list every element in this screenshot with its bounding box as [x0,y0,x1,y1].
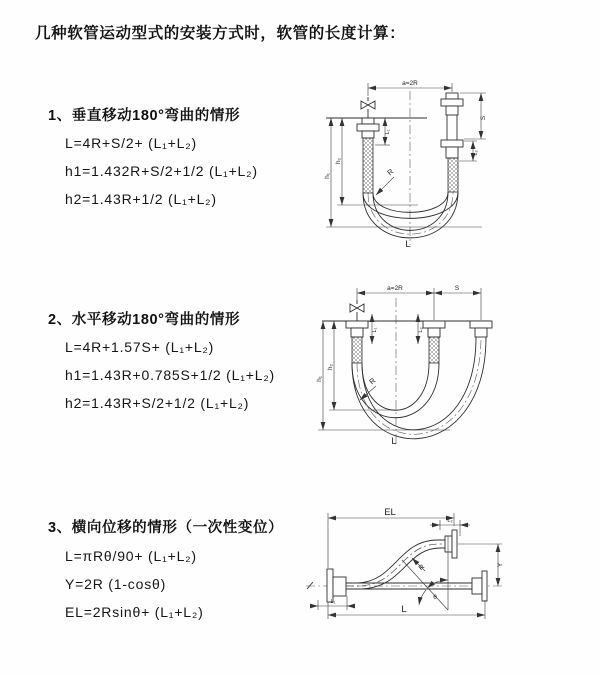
section-1-formula-h2: h2=1.43R+1/2 (L₁+L₂) [65,191,217,207]
dim-length-label: L [401,604,407,615]
dim-fit-left-label: L₁ [372,327,378,333]
middle-flange [423,321,445,337]
right-flange [470,321,492,337]
dim-stroke [434,285,481,293]
centerline-break-tick [307,582,313,589]
section-3-formula-Y: Y=2R (1-cosθ) [65,576,167,592]
middle-hose-braid [429,337,439,363]
radius-label: R [385,166,396,178]
dim-h-outer-label: h₁ [316,376,323,382]
diagram-vertical-travel [310,75,600,255]
dim-el-label: EL [384,507,396,518]
section-2-formula-h2: h2=1.43R+S/2+1/2 (L₁+L₂) [65,395,250,411]
dim-fit-left [372,314,378,344]
page-title: 几种软管运动型式的安装方式时，软管的长度计算： [35,25,406,42]
section-2-formula-h1: h1=1.43R+0.785S+1/2 (L₁+L₂) [65,367,276,383]
angle-theta-label: θ [433,594,437,601]
dim-fit-mid [418,314,424,344]
left-flange [327,569,346,602]
angle-construction [402,536,448,610]
dim-fit-top-label: L₂ [447,518,453,524]
section-2-heading: 2、水平移动180°弯曲的情形 [48,312,241,328]
dim-y-label: Y [497,562,504,568]
valve-icon [361,97,375,118]
left-hose-braid [363,138,373,193]
section-2-formula-L: L=4R+1.57S+ (L₁+L₂) [65,339,215,355]
dim-fit-mid-label: L₂ [418,327,424,333]
section-1-heading: 1、垂直移动180°弯曲的情形 [48,108,241,124]
dim-fit-right-label: L₂ [473,150,479,156]
dim-fit-left [310,596,355,610]
right-flange [472,571,487,601]
dim-stroke-label: S [454,285,460,292]
hose-centerline-arc [357,337,481,434]
right-flange-lower [441,140,463,158]
section-1-formula-h1: h1=1.432R+S/2+1/2 (L₁+L₂) [65,163,258,179]
dim-span [357,285,481,320]
dim-length [328,600,485,619]
section-3-heading: 3、横向位移的情形（一次性变位） [48,520,284,536]
dim-el [328,507,454,568]
right-hose-braid [448,158,458,192]
hose-u-bend [363,192,458,238]
left-flange [346,321,368,337]
radius-label: R [417,563,427,573]
radius-leader [412,558,426,572]
radius-label: R [367,375,378,387]
dim-fit-left-label: L₁ [330,599,336,605]
section-1-formula-L: L=4R+S/2+ (L₁+L₂) [65,135,197,151]
hose-u-bend [352,337,486,439]
diagram-lateral-displacement [298,492,600,677]
upper-flange [445,530,457,558]
section-3-formula-L: L=πRθ/90+ (L₁+L₂) [65,548,197,564]
hose-s-curve [346,540,445,589]
dim-span-label: a=2R [387,285,403,292]
radius-leader [360,376,378,400]
dim-fit-left [375,118,391,145]
dim-fit-left-label: L₁ [385,129,391,135]
diagram-horizontal-travel [310,278,600,458]
dim-span-label: a=2R [402,80,418,87]
radius-leader [376,167,396,195]
left-flange [357,118,379,138]
valve-icon [350,300,364,321]
dim-h-outer-label: h₁ [324,173,331,179]
dim-fit-top [430,518,470,536]
dim-stroke-label: S [480,115,487,121]
left-hose-braid [352,337,362,363]
dim-h-inner-label: h₂ [327,363,334,371]
length-label: L [405,239,411,250]
dim-h-inner-label: h₂ [335,157,342,165]
dim-stroke [460,93,487,139]
right-flange-upper [441,93,463,140]
length-label: L [391,436,397,447]
section-3-formula-EL: EL=2Rsinθ+ (L₁+L₂) [65,604,204,620]
